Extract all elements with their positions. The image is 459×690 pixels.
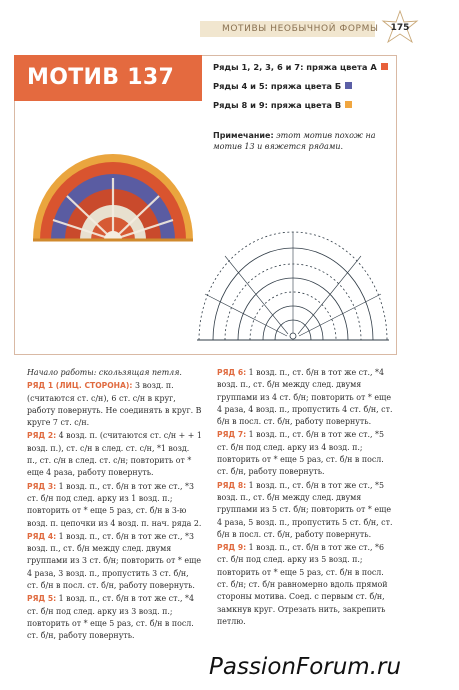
site-watermark: PassionForum.ru [209, 654, 402, 680]
row-label: РЯД 8: [217, 480, 247, 490]
color-c-swatch [345, 101, 352, 108]
motif-title: МОТИВ 137 [27, 65, 175, 90]
page-number: 175 [390, 23, 410, 33]
row-label: РЯД 1 (ЛИЦ. СТОРОНА): [27, 381, 133, 391]
row-label: РЯД 3: [27, 481, 57, 491]
row-6 [217, 367, 395, 428]
row-label: РЯД 7: [217, 430, 247, 440]
yarn-line-text: Ряды 8 и 9: пряжа цвета В [213, 100, 342, 110]
row-text: 1 возд. п., ст. б/н в тот же ст., *3 ст. б/н под след. арку из 1 возд. п.; повторить от * еще 5 раз, ст. б/н в 3-ю возд. п. цепочки из 4 возд. п. нач. ряда 2. [27, 481, 202, 528]
row-text: 1 возд. п., ст. б/н в тот же ст., *4 ст. б/н под след. арку из 3 возд. п.; повторить от * еще 5 раз, ст. б/н в посл. ст. б/н, работу повернуть. [27, 594, 194, 641]
note-text: этот мотив похож на мотив 13 и вяжется рядами. [213, 131, 376, 151]
row-1 [27, 380, 202, 429]
row-label: РЯД 4: [27, 531, 57, 541]
row-9 [217, 542, 395, 628]
row-5 [27, 593, 202, 642]
row-label: РЯД 2: [27, 431, 57, 441]
row-3 [27, 481, 202, 530]
crochet-chart [192, 222, 394, 346]
yarn-line-a [213, 58, 395, 77]
row-text: 1 возд. п., ст. б/н в тот же ст., *3 возд. п., ст. б/н между след. двумя группами из 3 ст. б/н; повторить от * еще 4 раза, 3 возд. п., пропустить 3 ст. б/н, ст. б/н в посл. ст. б/н, работу повернуть. [27, 531, 201, 591]
instructions-right-column [217, 367, 395, 629]
yarn-line-text: Ряды 1, 2, 3, 6 и 7: пряжа цвета А [213, 62, 377, 72]
yarn-line-c [213, 96, 395, 115]
yarn-color-list [213, 58, 395, 115]
motif-photo [28, 140, 198, 250]
row-text: 1 возд. п., ст. б/н в тот же ст., *4 возд. п., ст. б/н между след. двумя группами из 4 ст. б/н; повторить от * еще 4 раза, 4 возд. п., пропустить 4 ст. б/н, ст. б/н в посл. ст. б/н, работу повернуть. [217, 368, 393, 427]
row-label: РЯД 9: [217, 543, 247, 553]
row-text: 3 возд. п. (считаются ст. с/н), 6 ст. с/н в круг, работу повернуть. Не соединять в круг. В круге 7 ст. с/н. [27, 381, 202, 428]
instructions-left-column [27, 367, 202, 644]
row-text: 1 возд. п., ст. б/н в тот же ст., *6 ст. б/н под след. арку из 5 возд. п.; повторить от * еще 5 раз, ст. б/н в посл. ст. б/н; ст. б/н равномерно вдоль прямой стороны мотива. Соед. с первым ст. б/н, замкнув круг. Отрезать нить, закрепить петлю. [217, 543, 388, 626]
color-b-swatch [345, 82, 352, 89]
note-label: Примечание: [213, 131, 274, 140]
note [213, 130, 395, 152]
row-label: РЯД 5: [27, 594, 57, 604]
row-text: 4 возд. п. (считаются ст. с/н + + 1 возд. п.), ст. с/н в след. ст. с/н, *1 возд. п., ст. с/н в след. ст. с/н; повторить от * еще 4 раза, работу повернуть. [27, 431, 202, 478]
row-4 [27, 531, 202, 592]
row-text: 1 возд. п., ст. б/н в тот же ст., *5 ст. б/н под след. арку из 4 возд. п.; повторить от * еще 5 раз, ст. б/н в посл. ст. б/н, работу повернуть. [217, 430, 384, 477]
color-a-swatch [381, 63, 388, 70]
yarn-line-b [213, 77, 395, 96]
row-8 [217, 480, 395, 541]
yarn-line-text: Ряды 4 и 5: пряжа цвета Б [213, 81, 342, 91]
row-7 [217, 429, 395, 478]
start-instruction: Начало работы: скользящая петля. [27, 368, 182, 377]
row-label: РЯД 6: [217, 368, 247, 377]
row-text: 1 возд. п., ст. б/н в тот же ст., *5 возд. п., ст. б/н между след. двумя группами из 5 ст. б/н; повторить от * еще 4 раза, 5 возд. п., пропустить 5 ст. б/н, ст. б/н в посл. ст. б/н, работу повернуть. [217, 480, 393, 539]
running-head: МОТИВЫ НЕОБЫЧНОЙ ФОРМЫ [222, 24, 379, 34]
row-2 [27, 430, 202, 479]
